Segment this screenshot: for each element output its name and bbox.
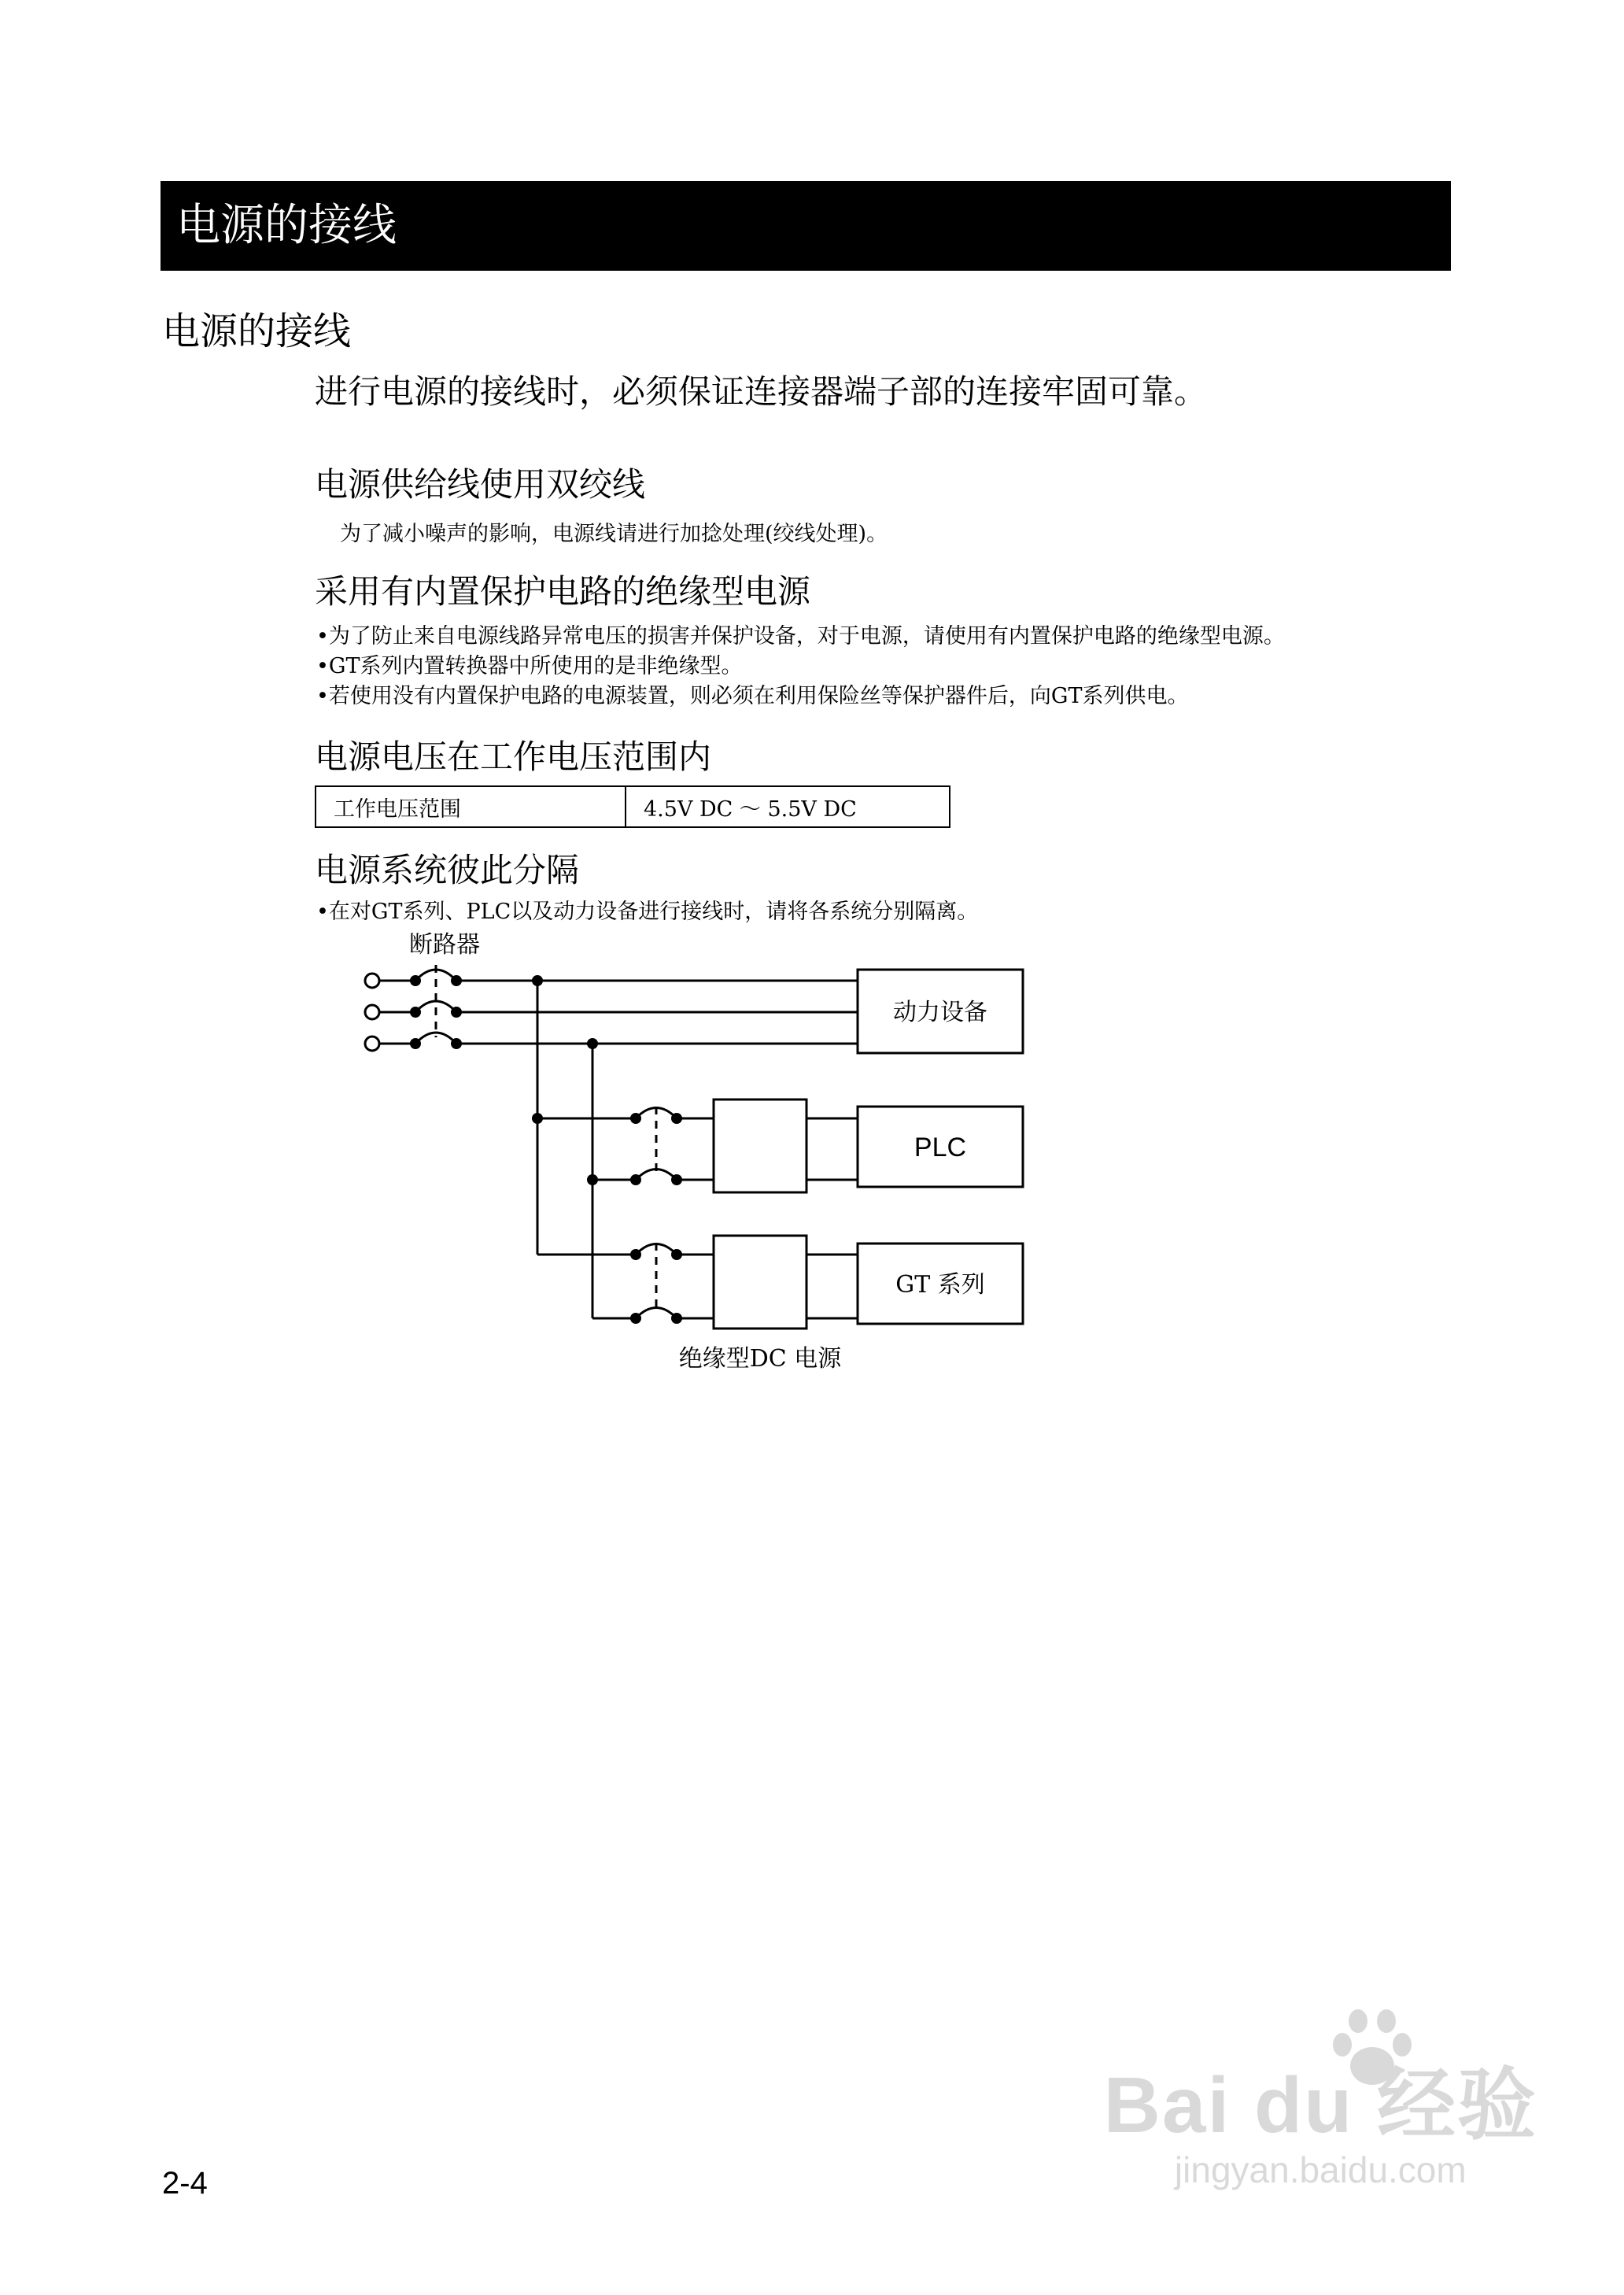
voltage-value-cell: 4.5V DC ～ 5.5V DC — [626, 786, 950, 827]
plc-breaker — [636, 1107, 677, 1180]
isolated-supply-bullet: •若使用没有内置保护电路的电源装置，则必须在利用保险丝等保护器件后，向GT系列供电。 — [316, 684, 1189, 708]
paw-icon — [1325, 2007, 1419, 2094]
dc-supply-label: 绝缘型DC 电源 — [678, 1345, 842, 1373]
intro-text: 进行电源的接线时，必须保证连接器端子部的连接牢固可靠。 — [315, 372, 1208, 411]
gt-label: GT 系列 — [895, 1271, 985, 1299]
power-equipment-label: 动力设备 — [893, 999, 987, 1026]
isolated-supply-bullet: •为了防止来自电源线路异常电压的损害并保护设备，对于电源，请使用有内置保护电路的绝缘型电源。 — [316, 624, 1285, 649]
plc-label: PLC — [914, 1133, 967, 1162]
header-title: 电源的接线 — [176, 200, 397, 251]
breaker-label: 断路器 — [409, 931, 480, 959]
twisted-pair-text: 为了减小噪声的影响，电源线请进行加捻处理(绞线处理)。 — [340, 522, 888, 546]
plc-dc-supply-box — [714, 1099, 806, 1192]
twisted-pair-heading: 电源供给线使用双绞线 — [315, 465, 646, 504]
input-terminal — [365, 974, 379, 988]
watermark-brand: Bai du 经验 — [1103, 2061, 1537, 2149]
voltage-heading: 电源电压在工作电压范围内 — [315, 737, 712, 776]
input-terminal — [365, 1005, 379, 1019]
baidu-watermark — [1104, 2062, 1537, 2191]
voltage-label-cell: 工作电压范围 — [316, 786, 626, 827]
section-title: 电源的接线 — [162, 309, 352, 353]
separation-bullet: •在对GT系列、PLC以及动力设备进行接线时，请将各系统分别隔离。 — [316, 900, 979, 924]
separation-heading: 电源系统彼此分隔 — [315, 851, 580, 889]
gt-breaker — [636, 1243, 677, 1318]
watermark-url: jingyan.baidu.com — [1174, 2149, 1467, 2190]
gt-dc-supply-box — [714, 1236, 806, 1329]
input-terminal — [365, 1037, 379, 1051]
isolated-supply-bullet: •GT系列内置转换器中所使用的是非绝缘型。 — [316, 654, 743, 678]
isolated-supply-heading: 采用有内置保护电路的绝缘型电源 — [315, 572, 811, 611]
page-number: 2-4 — [162, 2166, 208, 2201]
